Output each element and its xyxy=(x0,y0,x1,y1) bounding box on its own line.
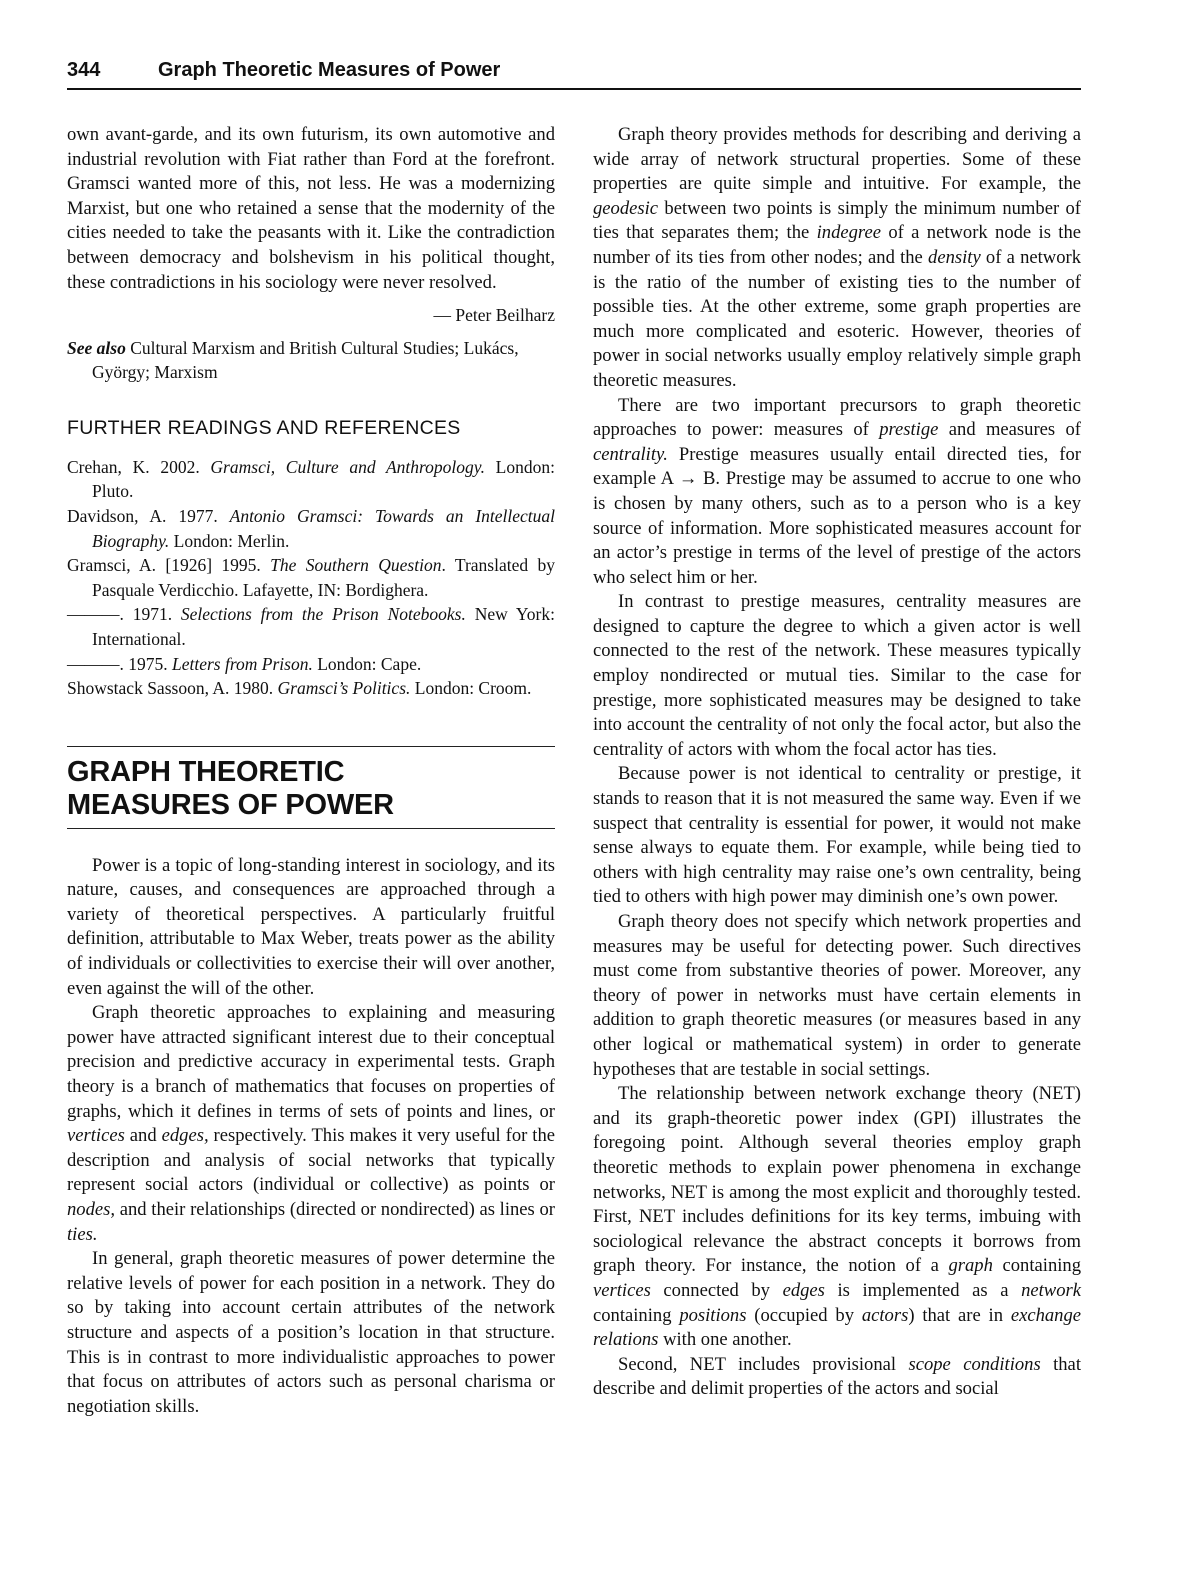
left-column xyxy=(67,123,555,1419)
reference-item: Gramsci, A. [1926] 1995. The Southern Question. Translated by Pasquale Verdicchio. Lafayette, IN: Bordighera. xyxy=(67,555,555,600)
body-paragraph-power-vs-centrality: Because power is not identical to centrality or prestige, it stands to reason that it is not measured the same way. Even if we suspect that centrality is essential for power, it would not make sense always to equate them. For example, while being tied to others with high centrality may raise one’s own centrality, being tied to others with high power may diminish one’s own power. xyxy=(593,763,1081,908)
reference-item: ———. 1975. Letters from Prison. London: Cape. xyxy=(67,653,422,674)
reference-item: Davidson, A. 1977. Antonio Gramsci: Towards an Intellectual Biography. London: Merlin. xyxy=(67,505,556,551)
entry-paragraph-1: Power is a topic of long-standing interest in sociology, and its nature, causes, and consequences are approached through a variety of theoretical perspectives. A particularly fruitful definition, attributable to Max Weber, treats power as the ability of individuals or collectivities to exercise their will over another, even against the will of the other. xyxy=(67,854,555,999)
running-title: Graph Theoretic Measures of Power xyxy=(158,59,501,81)
further-readings-heading: FURTHER READINGS AND REFERENCES xyxy=(67,417,461,440)
gramsci-closing-paragraph: own avant-garde, and its own futurism, its own automotive and industrial revolution with Fiat rather than Ford at the forefront. Gramsci wanted more of this, not less. He was a modernizing Marxist, but one who retained a sense that the modernity of the cities needed to take the peasants with it. Like the contradiction between democracy and bolshevism in his political thought, these contradictions in his sociology were never resolved. xyxy=(67,124,555,293)
running-head xyxy=(67,56,1081,90)
entry-paragraph-2: Graph theoretic approaches to explaining and measuring power have attracted significant interest due to their conceptual precision and predictive accuracy in experimental tests. Graph theory is a branch of mathematics that focuses on properties of graphs, which it defines in terms of sets of points and lines, or vertices and edges, respectively. This makes it very useful for the description and analysis of social networks that typically represent social actors (individual or collective) as points or nodes, and their relationships (directed or nondirected) as lines or ties. xyxy=(67,1002,555,1245)
entry-body-left xyxy=(67,854,555,1420)
entry-title: GRAPH THEORETIC MEASURES OF POWER xyxy=(67,755,394,821)
right-column xyxy=(593,123,1081,1402)
entry-heading xyxy=(67,746,555,829)
reference-list xyxy=(67,455,555,701)
body-paragraph-prestige: There are two important precursors to graph theoretic approaches to power: measures of prestige and measures of centrality. Prestige measures usually entail directed ties, for example A → B. Prestige may be assumed to accrue to one who is chosen by many others, such as to a person who is a key source of information. More sophisticated measures account for an actor’s prestige in terms of the level of prestige of the actors who select him or her. xyxy=(593,394,1081,588)
body-paragraph-graph-theory: Graph theory provides methods for describing and deriving a wide array of network structural properties. Some of these properties are quite simple and intuitive. For example, the geodesic between two points is simply the minimum number of ties that separates them; the indegree of a network node is the number of its ties from other nodes; and the density of a network is the ratio of the number of existing ties to the number of possible ties. At the other extreme, some graph properties are much more complicated and esoteric. However, theories of power in social networks usually employ relatively simple graph theoretic measures. xyxy=(593,124,1082,391)
see-also-lead: See also xyxy=(67,338,126,359)
reference-item: Showstack Sassoon, A. 1980. Gramsci’s Politics. London: Croom. xyxy=(67,678,532,699)
reference-item: ———. 1971. Selections from the Prison Notebooks. New York: International. xyxy=(67,604,555,649)
body-paragraph-centrality: In contrast to prestige measures, centrality measures are designed to capture the degree to which a given actor is well connected to the rest of the network. These measures typically employ nondirected or mutual ties. Similar to the case for prestige, more sophisticated measures may be designed to take into account the centrality of not only the focal actor, but also the centrality of actors with whom the focal actor has ties. xyxy=(593,591,1081,760)
see-also-text: Cultural Marxism and British Cultural Studies; Lukács, György; Marxism xyxy=(92,338,519,383)
body-paragraph-scope-conditions: Second, NET includes provisional scope conditions that describe and delimit properties of the actors and social xyxy=(593,1353,1081,1400)
see-also xyxy=(67,336,555,384)
page-number: 344 xyxy=(67,59,101,81)
body-paragraph-net: The relationship between network exchange theory (NET) and its graph-theoretic power index (GPI) illustrates the foregoing point. Although several theories employ graph theoretic methods to explain power phenomena in exchange networks, NET is among the most explicit and thoroughly tested. First, NET includes definitions for its key terms, imbuing with sociological relevance the abstract concepts it borrows from graph theory. For instance, the notion of a graph containing vertices connected by edges is implemented as a network containing positions (occupied by actors) that are in exchange relations with one another. xyxy=(593,1083,1082,1351)
author-signature: — Peter Beilharz xyxy=(433,305,555,326)
body-paragraph-substantive-theories: Graph theory does not specify which network properties and measures may be useful for detecting power. Such directives must come from substantive theories of power. Moreover, any theory of power in networks must have certain elements in addition to graph theoretic measures (or measures based in any other logical or mathematical system) in order to generate hypotheses that are testable in social settings. xyxy=(593,911,1081,1080)
reference-item: Crehan, K. 2002. Gramsci, Culture and Anthropology. London: Pluto. xyxy=(67,456,555,502)
entry-paragraph-3: In general, graph theoretic measures of power determine the relative levels of power for each position in a network. They do so by taking into account certain attributes of the network structure and aspects of a position’s location in that structure. This is in contrast to more individualistic approaches to power that focus on attributes of actors such as personal charisma or negotiation skills. xyxy=(67,1248,555,1417)
